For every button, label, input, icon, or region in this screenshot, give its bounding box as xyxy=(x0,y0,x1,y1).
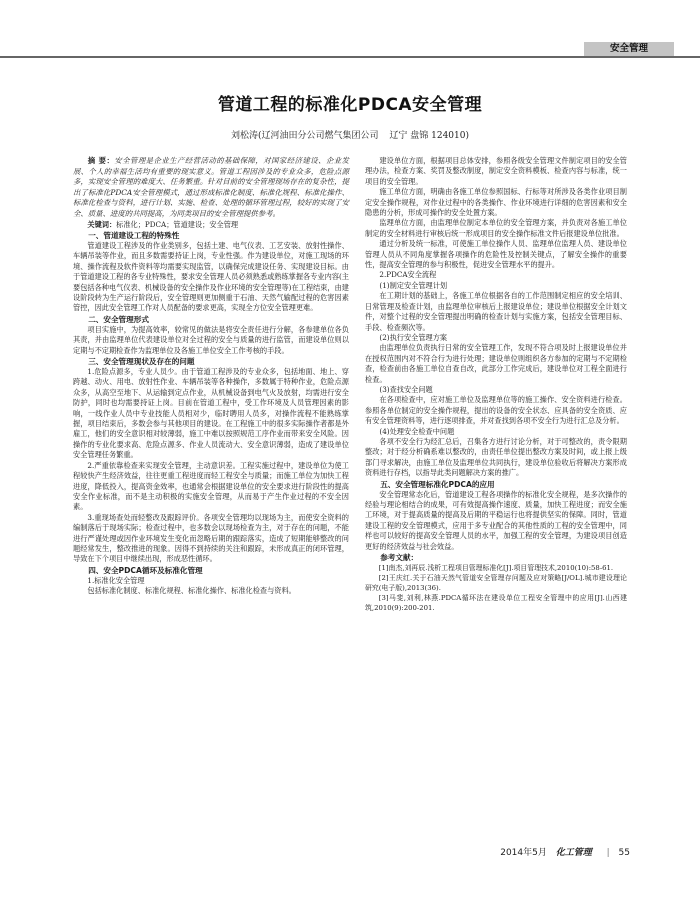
keywords xyxy=(73,220,349,230)
right-column xyxy=(365,156,627,613)
subheading: (2)执行安全管理方案 xyxy=(379,332,448,342)
page-header xyxy=(0,0,700,58)
subheading: 1.标准化安全管理 xyxy=(87,575,145,585)
section-heading-4: 四、安全PDCA循环及标准化管理 xyxy=(88,565,203,575)
reference-item: [2]王庆红.关于石油天然气管道安全管理存问题及应对策略[J/OL].城市建设理论研究(电子版),2013(36). xyxy=(365,574,627,593)
reference-item: [3]马斐,刘利,林燕.PDCA循环法在建设单位工程安全管理中的应用[J].山西建筑,2010(9):200-201. xyxy=(365,594,627,613)
keywords-label: 关键词： xyxy=(87,219,117,229)
page-number: 55 xyxy=(618,848,630,858)
abstract xyxy=(73,156,349,220)
paragraph: 3.重现场查处而轻整改及跟踪评价。各项安全管理均以现场为主，而使安全资料的编制落后于现场实际；检查过程中，也多数会以现场检查为主，对于存在的问题，不能进行严谨处理或因作业环境发生变化而忽略后期的跟踪落实，造成了短期能够整改的问题经常发生，整改推进的现象。因得不到持续的关注和跟踪，未形成真正的闭环管理，导致在下个项目中继续出现，形成恶性循环。 xyxy=(73,512,349,564)
section-heading-3: 三、安全管理现状及存在的问题 xyxy=(88,357,195,367)
paragraph: 管道建设工程涉及的作业类别多，包括土建、电气仪表、工艺安装、放射性操作、车辆吊装等作业，而且多数需要持证上岗，专业性强。作为建设单位，对施工现场的环境、操作流程及软件资料等均需要实现监管，以确保完成建设任务、实现建设目标。由于管道建设工程的各专业特殊性，要求安全管理人员必须熟悉或熟练掌握各专业内容(主要包括各种电气仪表、机械设备的安全操作及作业环境的安全管理等)在工程结束，由建设阶段转为生产运行阶段后，安全管理则更加侧重于石油、天然气输配过程的危害因素管控，因此安全管理工作对人员配备的要求更高，实现全方位安全管理更难。 xyxy=(73,240,349,313)
paragraph: 通过分析及统一标准，可使施工单位操作人员、监理单位监理人员、建设单位管理人员从不同角度掌握各项操作的危险性及控制关键点，了解安全操作的重要性，提高安全管理的参与积极性，促进安全管理水平的提升。 xyxy=(365,239,627,270)
issue-date: 2014年5月 xyxy=(500,848,547,858)
paragraph: 2.严重依靠检查来实现安全管理，主动意识差。工程实施过程中，建设单位为使工程较快产生经济效益，往往更重工程进度而轻工程安全与质量；而施工单位为加快工程进度，降低投入，提高资金效率，也通常会根据建设单位的安全要求进行阶段性的提高安全作业标准，而不是主动积极的实施安全管理，从而易于产生作业过程的不安全因素。 xyxy=(73,460,349,512)
section-heading-5: 五、安全管理标准化PDCA的应用 xyxy=(380,479,495,489)
paragraph: 包括标准化制度、标准化规程、标准化操作、标准化检查与资料。 xyxy=(87,586,296,596)
subheading: (3)查找安全问题 xyxy=(379,384,433,394)
paragraph: 在工期计划的基础上，各施工单位根据各自的工作范围制定相应的安全培训、日常管理及检查计划，由监理单位审核后上报建设单位；建设单位根据安全计划文件，对整个过程的安全管理提出明确的检查计划与实施方案，包括安全管理目标、手段、检查频次等。 xyxy=(365,291,627,332)
paragraph: 由监理单位负责执行日常的安全管理工作，发现不符合项及时上报建设单位并在授权范围内对不符合行为进行处理；建设单位则组织各方参加的定期与不定期检查，检查前由各施工单位自查自改，此部分工作完成后，建设单位对工程全面进行检查。 xyxy=(365,343,627,384)
paragraph: 建设单位方面，根据项目总体安排，参照各级安全管理文件制定项目的安全管理办法，检查方案、奖罚及整改制度，制定安全资料模板、检查内容与标准，统一项目的安全管理。 xyxy=(365,156,627,186)
header-rule xyxy=(0,56,700,58)
keywords-text: 标准化；PDCA；管道建设；安全管理 xyxy=(116,219,239,229)
section-tab xyxy=(584,42,674,56)
magazine-name: 化工管理 xyxy=(555,848,592,858)
paragraph: 1.危险点源多，专业人员少。由于管道工程涉及的专业众多，包括地面、地上、穿跨越、动火、用电、放射性作业、车辆吊装等各种操作，多数属于特种作业，危险点源众多，从高空至地下、从运输到定点作业，从机械设备到电气火及放射，均需进行安全防护，同时也均需要持证上岗。目前在管道工程中，受工作环境及人员管理因素的影响，一线作业人员中专业技能人员相对少，临时聘用人员多，对操作流程不能熟练掌握，项目结束后，多数会参与其他项目的建设。在工程施工中的很多实际操作者都是外雇工，他们的安全意识相对较薄弱，施工中难以按照规范工序作业而带来安全风险。因操作的专业化要求高、危险点源多、作业人员流动大、安全意识薄弱，造成了建设单位安全管理任务繁重。 xyxy=(73,367,349,460)
left-column xyxy=(73,156,349,597)
paragraph: 施工单位方面，明确由各施工单位参照国标、行标等对所涉及各类作业项目制定安全操作规程，对作业过程中的各类操作、作业环境进行详细的危害因素和安全隐患的分析，形成可操作的安全处置方案。 xyxy=(365,187,627,218)
abstract-label: 摘 要： xyxy=(87,156,115,165)
author-name: 刘松涛(辽河油田分公司燃气集团公司 xyxy=(231,131,379,141)
subheading: (4)处理安全检查中问题 xyxy=(379,426,455,436)
paragraph: 在各项检查中，应对施工单位及监理单位等的施工操作、安全资料进行检查。参照各单位制定的安全操作规程，提出的设备的安全状态、应具备的安全资质、应有安全管理资料等，进行逐项排查，并对查找到各项不安全行为进行汇总及分析。 xyxy=(365,395,627,426)
subheading: (1)制定安全管理计划 xyxy=(379,280,448,290)
paragraph: 安全管理常态化后，管道建设工程各项操作的标准化安全规程，是多次操作的经验与理论相结合的成果，可有效提高操作速度、质量，加快工程进度；而安全施工环境，对于提高质量的提高及后期的平稳运行也将提供坚实的保障。同时，管道建设工程的安全管理模式，应用于多专业配合的其他性质的工程的安全管理中，同样也可以较好的提高安全管理人员的水平，加强工程的安全管理，为建设项目创造更好的经济效益与社会效益。 xyxy=(365,489,627,551)
section-label: 安全管理 xyxy=(609,43,648,54)
reference-item: [1]南杰,刘再辰.浅析工程项目管理标准化[J].项目管理技术,2010(10):58-61. xyxy=(378,564,614,573)
abstract-text: 安全管理是企业生产经营活动的基础保障，对国家经济建设、企业发展、个人的幸福生活均有重要的现实意义。管道工程因涉及的专业众多，危险点源多，实现安全管理的难度大、任务繁重。针对目前的安全管理现场存在的复杂性，提出了标准化PDCA安全管理模式，通过形成标准化制度、标准化规程、标准化操作、标准化检查与资料，进行计划、实施、检查、处理的循环管理过程，较好的实现了安全、质量、进度的共同提高，为同类项目的安全管理提供参考。 xyxy=(73,156,349,218)
paragraph: 各项不安全行为经汇总后，召集各方进行讨论分析，对于可整改的，责令限期整改；对于经分析确系难以整改的，由责任单位提出整改方案及时间，或上报上级部门寻求解决，由施工单位及监理单位共同执行，建设单位验收后将解决方案形成资料进行存档，以指导此类问题解决方案的推广。 xyxy=(365,436,627,478)
references-title: 参考文献： xyxy=(380,553,419,563)
paragraph: 监理单位方面，由监理单位制定本单位的安全管理方案，并负责对各施工单位制定的安全材料进行审核后统一形成项目的安全操作标准文件后报建设单位批准。 xyxy=(365,218,627,238)
author-location: 辽宁 盘锦 124010) xyxy=(389,131,469,141)
article-title: 管道工程的标准化PDCA安全管理 xyxy=(217,95,483,115)
footer-divider: | xyxy=(606,848,610,858)
paragraph: 项目实施中，为提高效率，较常见的做法是将安全责任进行分解，各参建单位各负其责，并由监理单位代表建设单位对全过程的安全与质量的进行监管，而建设单位则以定期与不定期检查作为监理单位及各施工单位安全工作考核的手段。 xyxy=(73,324,349,355)
author-line xyxy=(0,128,700,141)
section-heading-2: 二、安全管理形式 xyxy=(88,314,149,324)
subheading: 2.PDCA安全流程 xyxy=(379,270,437,280)
page-footer xyxy=(500,845,630,858)
section-heading-1: 一、管道建设工程的特殊性 xyxy=(88,230,180,240)
